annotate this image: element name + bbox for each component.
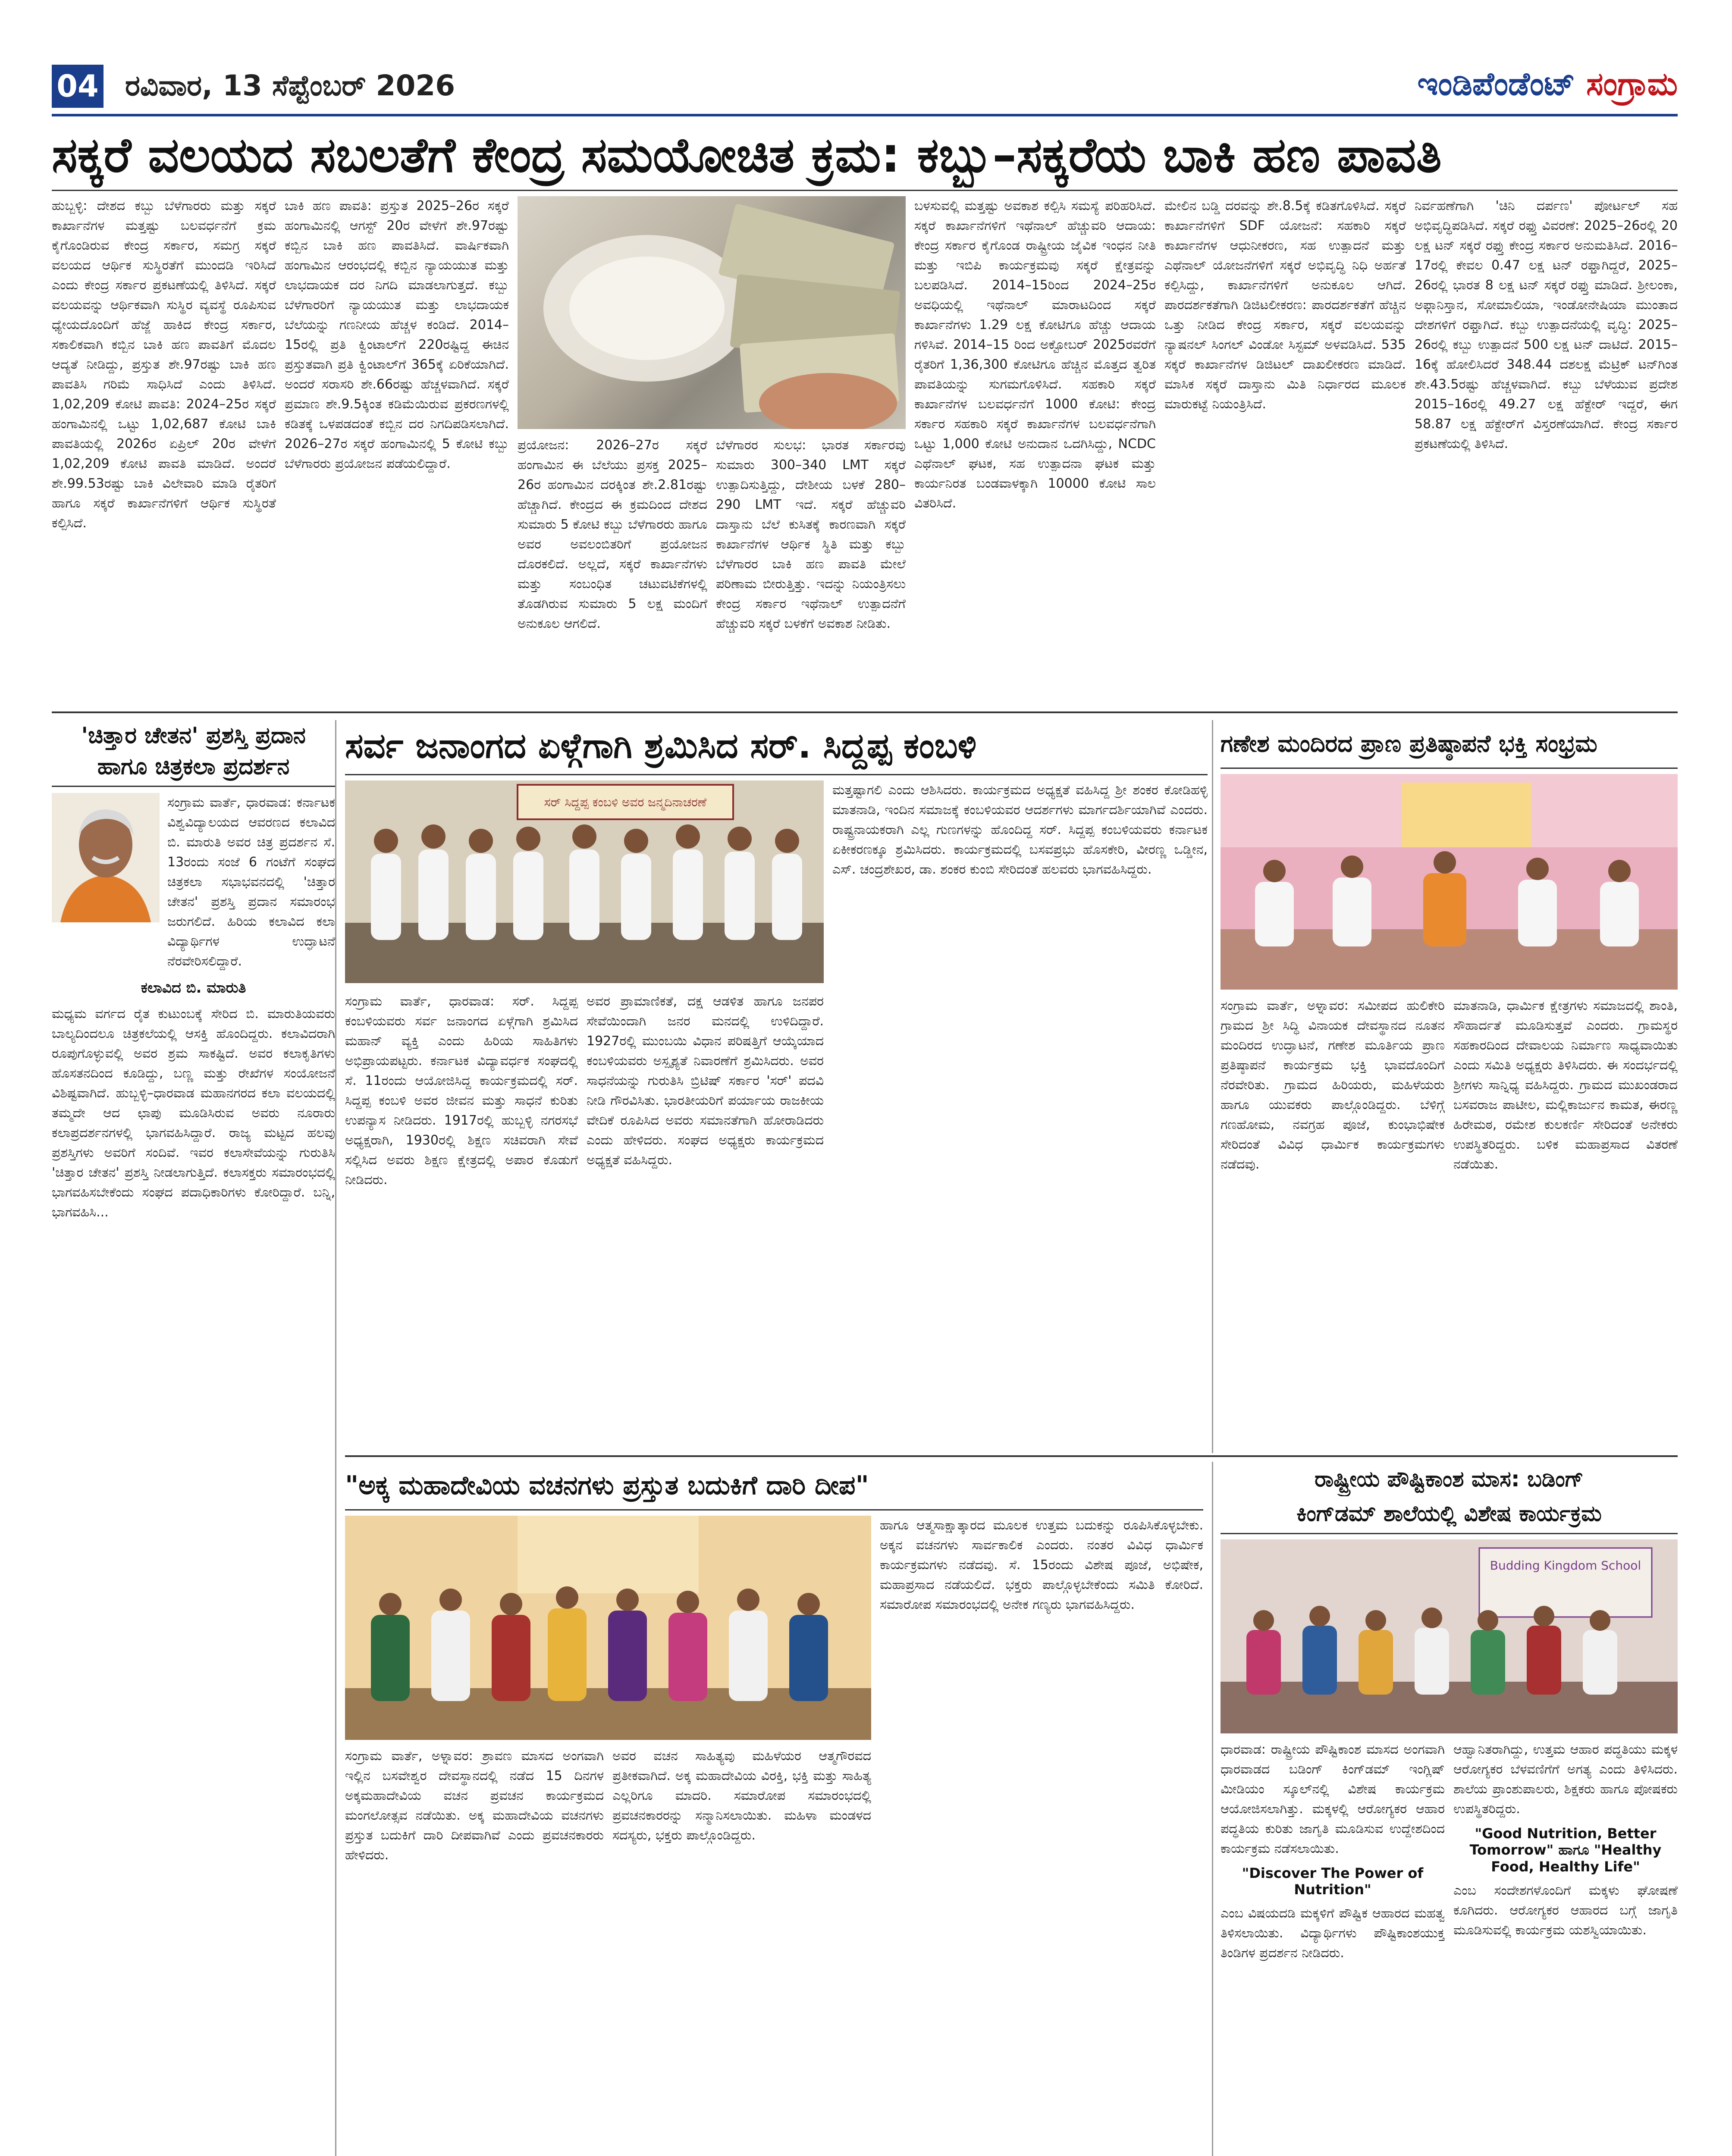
school-nutrition-photo (1221, 1539, 1678, 1733)
ganesha-temple-photo (1221, 774, 1678, 990)
story2-headline-2: ಹಾಗೂ ಚಿತ್ರಕಲಾ ಪ್ರದರ್ಶನ (97, 754, 290, 780)
story2-body: ಮಧ್ಯಮ ವರ್ಗದ ರೈತ ಕುಟುಂಬಕ್ಕೆ ಸೇರಿದ ಬಿ. ಮಾರುತಿಯವರು ಬಾಲ್ಯದಿಂದಲೂ ಚಿತ್ರಕಲೆಯಲ್ಲಿ ಆಸಕ್ತಿ ಹೊಂದಿದ್ದರು. ಕಲಾವಿದರಾಗಿ ರೂಪುಗೊಳ್ಳುವಲ್ಲಿ ಅವರ ಶ್ರಮ ಸಾಕಷ್ಟಿದೆ. ಅವರ ಕಲಾಕೃತಿಗಳು ಹೊಸತನದಿಂದ ಕೂಡಿದ್ದು, ಬಣ್ಣ ಮತ್ತು ರೇಖೆಗಳ ಸಂಯೋಜನೆ ವಿಶಿಷ್ಟವಾಗಿದೆ. ಹುಬ್ಬಳ್ಳಿ–ಧಾರವಾಡ ಮಹಾನಗರದ ಕಲಾ ವಲಯದಲ್ಲಿ ತಮ್ಮದೇ ಆದ ಛಾಪು ಮೂಡಿಸಿರುವ ಅವರು ನೂರಾರು ಕಲಾಪ್ರದರ್ಶನಗಳಲ್ಲಿ ಭಾಗವಹಿಸಿದ್ದಾರೆ. ರಾಜ್ಯ ಮಟ್ಟದ ಹಲವು ಪ್ರಶಸ್ತಿಗಳು ಅವರಿಗೆ ಸಂದಿವೆ. ಇವರ ಕಲಾಸೇವೆಯನ್ನು ಗುರುತಿಸಿ 'ಚಿತ್ತಾರ ಚೇತನ' ಪ್ರಶಸ್ತಿ ನೀಡಲಾಗುತ್ತಿದೆ. ಕಲಾಸಕ್ತರು ಸಮಾರಂಭದಲ್ಲಿ ಭಾಗವಹಿಸಬೇಕೆಂದು ಸಂಘದ ಪದಾಧಿಕಾರಿಗಳು ಕೋರಿದ್ದಾರೆ. ಬನ್ನಿ, ಭಾಗವಹಿಸಿ... (52, 1006, 335, 1220)
story6-col1b: ಎಂಬ ವಿಷಯದಡಿ ಮಕ್ಕಳಿಗೆ ಪೌಷ್ಟಿಕ ಆಹಾರದ ಮಹತ್ವ ತಿಳಿಸಲಾಯಿತು. ವಿದ್ಯಾರ್ಥಿಗಳು ಪೌಷ್ಟಿಕಾಂಶಯುಕ್ತ ತಿಂಡಿಗಳ ಪ್ರದರ್ಶನ ನೀಡಿದರು. (1221, 1906, 1445, 1961)
divider (345, 774, 1208, 775)
story1-col4: ಬೆಳೆಗಾರರ ಸುಲಭ: ಭಾರತ ಸರ್ಕಾರವು ಸುಮಾರು 300–340 LMT ಸಕ್ಕರೆ ಉತ್ಪಾದಿಸುತ್ತಿದ್ದು, ದೇಶೀಯ ಬಳಕೆ 280–290 LMT ಇದೆ. ಸಕ್ಕರೆ ಹೆಚ್ಚುವರಿ ದಾಸ್ತಾನು ಬೆಲೆ ಕುಸಿತಕ್ಕೆ ಕಾರಣವಾಗಿ ಸಕ್ಕರೆ ಕಾರ್ಖಾನೆಗಳ ಆರ್ಥಿಕ ಸ್ಥಿತಿ ಮತ್ತು ಕಬ್ಬು ಬೆಳೆಗಾರರ ಬಾಕಿ ಹಣ ಪಾವತಿ ಮೇಲೆ ಪರಿಣಾಮ ಬೀರುತ್ತಿತ್ತು. ಇದನ್ನು ನಿಯಂತ್ರಿಸಲು ಕೇಂದ್ರ ಸರ್ಕಾರ ಇಥೆನಾಲ್ ಉತ್ಪಾದನೆಗೆ ಹೆಚ್ಚುವರಿ ಸಕ್ಕರೆ ಬಳಕೆಗೆ ಅವಕಾಶ ನೀಡಿತು. (716, 438, 906, 631)
story3-col2: ಅವರ ಪ್ರಾಮಾಣಿಕತೆ, ದಕ್ಷ ಆಡಳಿತ ಹಾಗೂ ಜನಪರ ಸೇವೆಯಿಂದಾಗಿ ಜನರ ಮನದಲ್ಲಿ ಉಳಿದಿದ್ದಾರೆ. 1927ರಲ್ಲಿ ಮುಂಬಯಿ ವಿಧಾನ ಪರಿಷತ್ತಿಗೆ ಆಯ್ಕೆಯಾದ ಕಂಬಳಿಯವರು ಅಸ್ಪೃಶ್ಯತೆ ನಿವಾರಣೆಗೆ ಶ್ರಮಿಸಿದರು. ಅವರ ಸಾಧನೆಯನ್ನು ಗುರುತಿಸಿ ಬ್ರಿಟಿಷ್ ಸರ್ಕಾರ 'ಸರ್' ಪದವಿ ನೀಡಿ ಗೌರವಿಸಿತು. ಭಾರತೀಯರಿಗೆ ಪರ್ಯಾಯ ರಾಜಕೀಯ ವೇದಿಕೆ ರೂಪಿಸಿದ ಅವರು ಸಮಾನತೆಗಾಗಿ ಹೋರಾಡಿದರು ಎಂದು ಹೇಳಿದರು. ಸಂಘದ ಅಧ್ಯಕ್ಷರು ಕಾರ್ಯಕ್ರಮದ ಅಧ್ಯಕ್ಷತೆ ವಹಿಸಿದ್ದರು. (587, 994, 824, 1168)
story3-col1: ಸಂಗ್ರಾಮ ವಾರ್ತೆ, ಧಾರವಾಡ: ಸರ್. ಸಿದ್ದಪ್ಪ ಕಂಬಳಿಯವರು ಸರ್ವ ಜನಾಂಗದ ಏಳ್ಗೆಗಾಗಿ ಶ್ರಮಿಸಿದ ಮಹಾನ್ ವ್ಯಕ್ತಿ ಎಂದು ಹಿರಿಯ ಸಾಹಿತಿಗಳು ಅಭಿಪ್ರಾಯಪಟ್ಟರು. ಕರ್ನಾಟಕ ವಿದ್ಯಾವರ್ಧಕ ಸಂಘದಲ್ಲಿ ಸೆ. 11ರಂದು ಆಯೋಜಿಸಿದ್ದ ಕಾರ್ಯಕ್ರಮದಲ್ಲಿ ಸರ್. ಸಿದ್ದಪ್ಪ ಕಂಬಳಿ ಅವರ ಜೀವನ ಮತ್ತು ಸಾಧನೆ ಕುರಿತು ಉಪನ್ಯಾಸ ನೀಡಿದರು. 1917ರಲ್ಲಿ ಹುಬ್ಬಳ್ಳಿ ನಗರಸಭೆ ಅಧ್ಯಕ್ಷರಾಗಿ, 1930ರಲ್ಲಿ ಶಿಕ್ಷಣ ಸಚಿವರಾಗಿ ಸೇವೆ ಸಲ್ಲಿಸಿದ ಅವರು ಶಿಕ್ಷಣ ಕ್ಷೇತ್ರದಲ್ಲಿ ಅಪಾರ ಕೊಡುಗೆ ನೀಡಿದರು. (345, 994, 578, 1188)
story6-headline-1: ರಾಷ್ಟ್ರೀಯ ಪೌಷ್ಟಿಕಾಂಶ ಮಾಸ: ಬಡಿಂಗ್ (1315, 1467, 1584, 1492)
story6-col2b: ಎಂಬ ಸಂದೇಶಗಳೊಂದಿಗೆ ಮಕ್ಕಳು ಘೋಷಣೆ ಕೂಗಿದರು. ಆರೋಗ್ಯಕರ ಆಹಾರದ ಬಗ್ಗೆ ಜಾಗೃತಿ ಮೂಡಿಸುವಲ್ಲಿ ಕಾರ್ಯಕ್ರಮ ಯಶಸ್ವಿಯಾಯಿತು. (1453, 1883, 1678, 1938)
story1-col5: ಬಳಸುವಲ್ಲಿ ಮತ್ತಷ್ಟು ಅವಕಾಶ ಕಲ್ಪಿಸಿ ಸಮಸ್ಯೆ ಪರಿಹರಿಸಿದೆ. ಸಕ್ಕರೆ ಕಾರ್ಖಾನೆಗಳಿಗೆ ಇಥೆನಾಲ್ ಹೆಚ್ಚುವರಿ ಆದಾಯ: ಕೇಂದ್ರ ಸರ್ಕಾರ ಕೈಗೊಂಡ ರಾಷ್ಟ್ರೀಯ ಜೈವಿಕ ಇಂಧನ ನೀತಿ ಮತ್ತು ಇಬಿಪಿ ಕಾರ್ಯಕ್ರಮವು ಸಕ್ಕರೆ ಕ್ಷೇತ್ರವನ್ನು ಬಲಪಡಿಸಿದೆ. 2014–15ರಿಂದ 2024–25ರ ಅವಧಿಯಲ್ಲಿ ಇಥೆನಾಲ್ ಮಾರಾಟದಿಂದ ಸಕ್ಕರೆ ಕಾರ್ಖಾನೆಗಳು 1.29 ಲಕ್ಷ ಕೋಟಿಗೂ ಹೆಚ್ಚು ಆದಾಯ ಗಳಿಸಿವೆ. 2014–15 ರಿಂದ ಅಕ್ಟೋಬರ್ 2025ರವರೆಗೆ ರೈತರಿಗೆ 1,36,300 ಕೋಟಿಗೂ ಹೆಚ್ಚಿನ ಮೊತ್ತದ ತ್ವರಿತ ಪಾವತಿಯನ್ನು ಸುಗಮಗೊಳಿಸಿದೆ. ಸಹಕಾರಿ ಸಕ್ಕರೆ ಕಾರ್ಖಾನೆಗಳ ಬಲವರ್ಧನೆಗೆ 1000 ಕೋಟಿ: ಕೇಂದ್ರ ಸರ್ಕಾರ ಸಹಕಾರಿ ಸಕ್ಕರೆ ಕಾರ್ಖಾನೆಗಳ ಬಲವರ್ಧನೆಗಾಗಿ ಒಟ್ಟು 1,000 ಕೋಟಿ ಅನುದಾನ ಒದಗಿಸಿದ್ದು, NCDC ಎಥೆನಾಲ್ ಘಟಕ, ಸಹ ಉತ್ಪಾದನಾ ಘಟಕ ಮತ್ತು ಕಾರ್ಯನಿರತ ಬಂಡವಾಳಕ್ಕಾಗಿ 10000 ಕೋಟಿ ಸಾಲ ವಿತರಿಸಿದೆ. (914, 198, 1156, 511)
story5-headline: "ಅಕ್ಕ ಮಹಾದೇವಿಯ ವಚನಗಳು ಪ್ರಸ್ತುತ ಬದುಕಿಗೆ ದಾರಿ ದೀಪ" (345, 1470, 869, 1501)
kambali-event-photo (345, 780, 824, 983)
school-banner-text: Budding Kingdom School (1490, 1558, 1641, 1573)
event-stage-illustration (345, 780, 824, 983)
column-divider (1212, 1462, 1213, 2156)
story5-col1: ಸಂಗ್ರಾಮ ವಾರ್ತೆ, ಅಳ್ನಾವರ: ಶ್ರಾವಣ ಮಾಸದ ಅಂಗವಾಗಿ ಇಲ್ಲಿನ ಬಸವೇಶ್ವರ ದೇವಸ್ಥಾನದಲ್ಲಿ ನಡೆದ 15 ದಿನಗಳ ಅಕ್ಕಮಹಾದೇವಿಯ ವಚನ ಪ್ರವಚನ ಕಾರ್ಯಕ್ರಮದ ಮಂಗಲೋತ್ಸವ ನಡೆಯಿತು. ಅಕ್ಕ ಮಹಾದೇವಿಯ ವಚನಗಳು ಪ್ರಸ್ತುತ ಬದುಕಿಗೆ ದಾರಿ ದೀಪವಾಗಿವೆ ಎಂದು ಪ್ರವಚನಕಾರರು ಹೇಳಿದರು. (345, 1749, 604, 1863)
story1-col1: ಹುಬ್ಬಳ್ಳಿ: ದೇಶದ ಕಬ್ಬು ಬೆಳೆಗಾರರು ಮತ್ತು ಸಕ್ಕರೆ ಕಾರ್ಖಾನೆಗಳ ಮತ್ತಷ್ಟು ಬಲವರ್ಧನೆಗೆ ಕ್ರಮ ಕೈಗೊಂಡಿರುವ ಕೇಂದ್ರ ಸರ್ಕಾರ, ಸಮಗ್ರ ಸಕ್ಕರೆ ವಲಯದ ಆರ್ಥಿಕ ಸುಸ್ಥಿರತೆಗೆ ಮುಂದಡಿ ಇರಿಸಿದೆ ಎಂದು ಕೇಂದ್ರ ಸರ್ಕಾರ ಪ್ರಕಟಣೆಯಲ್ಲಿ ತಿಳಿಸಿದೆ. ಸಕ್ಕರೆ ವಲಯವನ್ನು ಆರ್ಥಿಕವಾಗಿ ಸುಸ್ಥಿರ ವ್ಯವಸ್ಥೆ ರೂಪಿಸುವ ಧ್ಯೇಯದೊಂದಿಗೆ ಹೆಜ್ಜೆ ಹಾಕಿದ ಕೇಂದ್ರ ಸರ್ಕಾರ, ಸಕಾಲಿಕವಾಗಿ ಕಬ್ಬಿನ ಬಾಕಿ ಹಣ ಪಾವತಿಗೆ ಮೊದಲ ಆದ್ಯತೆ ನೀಡಿದ್ದು, ಪ್ರಸ್ತುತ ಶೇ.97ರಷ್ಟು ಬಾಕಿ ಹಣ ಪಾವತಿಸಿ ಗರಿಮೆ ಸಾಧಿಸಿದೆ ಎಂದು ತಿಳಿಸಿದೆ. 1,02,209 ಕೋಟಿ ಪಾವತಿ: 2024–25ರ ಸಕ್ಕರೆ ಹಂಗಾಮಿನಲ್ಲಿ ಒಟ್ಟು 1,02,687 ಕೋಟಿ ಬಾಕಿ ಪಾವತಿಯಲ್ಲಿ 2026ರ ಏಪ್ರಿಲ್ 20ರ ವೇಳೆಗೆ 1,02,209 ಕೋಟಿ ಪಾವತಿ ಮಾಡಿದೆ. ಅಂದರೆ ಶೇ.99.53ರಷ್ಟು ಬಾಕಿ ವಿಲೇವಾರಿ ಮಾಡಿ ರೈತರಿಗೆ ಹಾಗೂ ಸಕ್ಕರೆ ಕಾರ್ಖಾನೆಗಳಿಗೆ ಆರ್ಥಿಕ ಸುಸ್ಥಿರತೆ ಕಲ್ಪಿಸಿದೆ. (52, 198, 276, 531)
story4-col1: ಸಂಗ್ರಾಮ ವಾರ್ತೆ, ಅಳ್ನಾವರ: ಸಮೀಪದ ಹುಲಿಕೇರಿ ಗ್ರಾಮದ ಶ್ರೀ ಸಿದ್ಧಿ ವಿನಾಯಕ ದೇವಸ್ಥಾನದ ನೂತನ ಮಂದಿರದ ಉದ್ಘಾಟನೆ, ಗಣೇಶ ಮೂರ್ತಿಯ ಪ್ರಾಣ ಪ್ರತಿಷ್ಠಾಪನೆ ಕಾರ್ಯಕ್ರಮ ಭಕ್ತಿ ಭಾವದೊಂದಿಗೆ ನೆರವೇರಿತು. ಗ್ರಾಮದ ಹಿರಿಯರು, ಮಹಿಳೆಯರು ಹಾಗೂ ಯುವಕರು ಪಾಲ್ಗೊಂಡಿದ್ದರು. ಬೆಳಿಗ್ಗೆ ಗಣಹೋಮ, ನವಗ್ರಹ ಪೂಜೆ, ಕುಂಭಾಭಿಷೇಕ ಸೇರಿದಂತೆ ವಿವಿಧ ಧಾರ್ಮಿಕ ಕಾರ್ಯಕ್ರಮಗಳು ನಡೆದವು. (1221, 998, 1445, 1172)
page-header (52, 56, 1678, 116)
dateline: ರವಿವಾರ, 13 ಸೆಪ್ಟೆಂಬರ್ 2026 (125, 69, 455, 102)
story1-col7: ನಿರ್ವಹಣೆಗಾಗಿ 'ಚಿನಿ ದರ್ಪಣ' ಪೋರ್ಟಲ್ ಸಹ ಅಭಿವೃದ್ಧಿಪಡಿಸಿದೆ. ಸಕ್ಕರೆ ರಫ್ತು ವಿವರಣೆ: 2025–26ರಲ್ಲಿ 20 ಲಕ್ಷ ಟನ್ ಸಕ್ಕರೆ ರಫ್ತು ಕೇಂದ್ರ ಸರ್ಕಾರ ಅನುಮತಿಸಿದೆ. 2016–17ರಲ್ಲಿ ಕೇವಲ 0.47 ಲಕ್ಷ ಟನ್ ರಫ್ತಾಗಿದ್ದರೆ, 2025–26ರಲ್ಲಿ ಭಾರತ 8 ಲಕ್ಷ ಟನ್ ಸಕ್ಕರೆ ರಫ್ತು ಮಾಡಿದೆ. ಶ್ರೀಲಂಕಾ, ಅಫ್ಗಾನಿಸ್ತಾನ, ಸೋಮಾಲಿಯಾ, ಇಂಡೋನೇಷಿಯಾ ಮುಂತಾದ ದೇಶಗಳಿಗೆ ರಫ್ತಾಗಿದೆ. ಕಬ್ಬು ಉತ್ಪಾದನೆಯಲ್ಲಿ ವೃದ್ಧಿ: 2025–26ರಲ್ಲಿ ಕಬ್ಬು ಉತ್ಪಾದನೆ 500 ಲಕ್ಷ ಟನ್ ದಾಟಿದೆ. 2015–16ಕ್ಕೆ ಹೋಲಿಸಿದರೆ 348.44 ದಶಲಕ್ಷ ಮೆಟ್ರಿಕ್ ಟನ್‌ಗಿಂತ ಶೇ.43.5ರಷ್ಟು ಹೆಚ್ಚಳವಾಗಿದೆ. ಕಬ್ಬು ಬೆಳೆಯುವ ಪ್ರದೇಶ 2015–16ರಲ್ಲಿ 49.27 ಲಕ್ಷ ಹೆಕ್ಟೇರ್ ಇದ್ದರೆ, ಈಗ 58.87 ಲಕ್ಷ ಹೆಕ್ಟೇರ್‌ಗೆ ವಿಸ್ತರಣೆಯಾಗಿದೆ. ಕೇಂದ್ರ ಸರ್ಕಾರ ಪ್ರಕಟಣೆಯಲ್ಲಿ ತಿಳಿಸಿದೆ. (1415, 198, 1678, 451)
story3-headline: ಸರ್ವ ಜನಾಂಗದ ಏಳ್ಗೆಗಾಗಿ ಶ್ರಮಿಸಿದ ಸರ್. ಸಿದ್ದಪ್ಪ ಕಂಬಳಿ (345, 726, 977, 766)
divider (52, 711, 1678, 713)
divider (345, 1455, 1678, 1457)
story2-lead: ಸಂಗ್ರಾಮ ವಾರ್ತೆ, ಧಾರವಾಡ: ಕರ್ನಾಟಕ ವಿಶ್ವವಿದ್ಯಾಲಯದ ಆವರಣದ ಕಲಾವಿದ ಬಿ. ಮಾರುತಿ ಅವರ ಚಿತ್ರ ಪ್ರದರ್ಶನ ಸೆ. 13ರಂದು ಸಂಜೆ 6 ಗಂಟೆಗೆ ಸಂಘದ ಚಿತ್ರಕಲಾ ಸಭಾಭವನದಲ್ಲಿ 'ಚಿತ್ತಾರ ಚೇತನ' ಪ್ರಶಸ್ತಿ ಪ್ರದಾನ ಸಮಾರಂಭ ಜರುಗಲಿದೆ. ಹಿರಿಯ ಕಲಾವಿದ ಕಲಾ ವಿದ್ಯಾರ್ಥಿಗಳ ಉದ್ಘಾಟನೆ ನೆರವೇರಿಸಲಿದ್ದಾರೆ. (167, 795, 335, 969)
story2-headline-1: 'ಚಿತ್ತಾರ ಚೇತನ' ಪ್ರಶಸ್ತಿ ಪ್ರದಾನ (81, 723, 306, 749)
story2-subhead: ಕಲಾವಿದ ಬಿ. ಮಾರುತಿ (141, 979, 246, 997)
story5-col2: ಅವರ ವಚನ ಸಾಹಿತ್ಯವು ಮಹಿಳೆಯರ ಆತ್ಮಗೌರವದ ಪ್ರತೀಕವಾಗಿದೆ. ಅಕ್ಕ ಮಹಾದೇವಿಯ ವಿರಕ್ತಿ, ಭಕ್ತಿ ಮತ್ತು ಸಾಹಿತ್ಯ ಎಲ್ಲರಿಗೂ ಮಾದರಿ. ಸಮಾರೋಪ ಸಮಾರಂಭದಲ್ಲಿ ಪ್ರವಚನಕಾರರನ್ನು ಸನ್ಮಾನಿಸಲಾಯಿತು. ಮಹಿಳಾ ಮಂಡಳದ ಸದಸ್ಯರು, ಭಕ್ತರು ಪಾಲ್ಗೊಂಡಿದ್ದರು. (612, 1749, 871, 1843)
masthead-right: ಸಂಗ್ರಾಮ (1586, 66, 1678, 103)
story4-col2: ಮಾತನಾಡಿ, ಧಾರ್ಮಿಕ ಕ್ಷೇತ್ರಗಳು ಸಮಾಜದಲ್ಲಿ ಶಾಂತಿ, ಸೌಹಾರ್ದತೆ ಮೂಡಿಸುತ್ತವೆ ಎಂದರು. ಗ್ರಾಮಸ್ಥರ ಸಹಕಾರದಿಂದ ದೇವಾಲಯ ನಿರ್ಮಾಣ ಸಾಧ್ಯವಾಯಿತು ಎಂದು ಸಮಿತಿ ಅಧ್ಯಕ್ಷರು ತಿಳಿಸಿದರು. ಈ ಸಂದರ್ಭದಲ್ಲಿ ಶ್ರೀಗಳು ಸಾನ್ನಿಧ್ಯ ವಹಿಸಿದ್ದರು. ಗ್ರಾಮದ ಮುಖಂಡರಾದ ಬಸವರಾಜ ಪಾಟೀಲ, ಮಲ್ಲಿಕಾರ್ಜುನ ಕಾಮತ, ಈರಣ್ಣ ಹಿರೇಮಠ, ರಮೇಶ ಕುಲಕರ್ಣಿ ಸೇರಿದಂತೆ ಅನೇಕರು ಉಪಸ್ಥಿತರಿದ್ದರು. ಬಳಿಕ ಮಹಾಪ್ರಸಾದ ವಿತರಣೆ ನಡೆಯಿತು. (1453, 998, 1678, 1172)
page-number: 04 (52, 65, 104, 108)
divider (1221, 768, 1678, 769)
felicitation-illustration (345, 1516, 871, 1740)
story1-col2: ಬಾಕಿ ಹಣ ಪಾವತಿ: ಪ್ರಸ್ತುತ 2025–26ರ ಸಕ್ಕರೆ ಹಂಗಾಮಿನಲ್ಲಿ ಆಗಸ್ಟ್ 20ರ ವೇಳೆಗೆ ಶೇ.97ರಷ್ಟು ಕಬ್ಬಿನ ಬಾಕಿ ಹಣ ಪಾವತಿಸಿದೆ. ವಾರ್ಷಿಕವಾಗಿ ಹಂಗಾಮಿನ ಆರಂಭದಲ್ಲಿ ಕಬ್ಬಿನ ನ್ಯಾಯಯುತ ಮತ್ತು ಲಾಭದಾಯಕ ದರ ನಿಗದಿ ಮಾಡಲಾಗುತ್ತದೆ. ಕಬ್ಬು ಬೆಳೆಗಾರರಿಗೆ ನ್ಯಾಯಯುತ ಮತ್ತು ಲಾಭದಾಯಕ ಬೆಲೆಯನ್ನು ಗಣನೀಯ ಹೆಚ್ಚಳ ಕಂಡಿದೆ. 2014–15ರಲ್ಲಿ ಪ್ರತಿ ಕ್ವಿಂಟಾಲ್‌ಗೆ 220ರಷ್ಟಿದ್ದ ಈಚಿನ ಪ್ರಸ್ತುತವಾಗಿ ಪ್ರತಿ ಕ್ವಿಂಟಾಲ್‌ಗೆ 365ಕ್ಕೆ ಏರಿಕೆಯಾಗಿದೆ. ಅಂದರೆ ಸರಾಸರಿ ಶೇ.66ರಷ್ಟು ಹೆಚ್ಚಳವಾಗಿದೆ. ಸಕ್ಕರೆ ಪ್ರಮಾಣ ಶೇ.9.5ಕ್ಕಿಂತ ಕಡಿಮೆಯಿರುವ ಪ್ರಕರಣಗಳಲ್ಲಿ ಕಡಿತಕ್ಕೆ ಒಳಪಡದಂತೆ ಕಬ್ಬಿನ ದರ ನಿಗದಿಪಡಿಸಲಾಗಿದೆ. 2026–27ರ ಸಕ್ಕರೆ ಹಂಗಾಮಿನಲ್ಲಿ 5 ಕೋಟಿ ಕಬ್ಬು ಬೆಳೆಗಾರರು ಪ್ರಯೋಜನ ಪಡೆಯಲಿದ್ದಾರೆ. (285, 198, 509, 471)
akka-mahadevi-event-photo (345, 1516, 871, 1740)
story1-col6: ಮೇಲಿನ ಬಡ್ಡಿ ದರವನ್ನು ಶೇ.8.5ಕ್ಕೆ ಕಡಿತಗೊಳಿಸಿದೆ. ಸಕ್ಕರೆ ಕಾರ್ಖಾನೆಗಳಿಗೆ SDF ಯೋಜನೆ: ಸಹಕಾರಿ ಸಕ್ಕರೆ ಕಾರ್ಖಾನೆಗಳ ಆಧುನೀಕರಣ, ಸಹ ಉತ್ಪಾದನೆ ಮತ್ತು ಎಥೆನಾಲ್ ಯೋಜನೆಗಳಿಗೆ ಸಕ್ಕರೆ ಅಭಿವೃದ್ಧಿ ನಿಧಿ ಅರ್ಹತೆ ಕಲ್ಪಿಸಿದ್ದು, ಕಾರ್ಖಾನೆಗಳಿಗೆ ಅನುಕೂಲ ಆಗಿದೆ. ಪಾರದರ್ಶಕತೆಗಾಗಿ ಡಿಜಿಟಲೀಕರಣ: ಪಾರದರ್ಶಕತೆಗೆ ಹೆಚ್ಚಿನ ಒತ್ತು ನೀಡಿದ ಕೇಂದ್ರ ಸರ್ಕಾರ, ಸಕ್ಕರೆ ವಲಯವನ್ನು ನ್ಯಾಷನಲ್ ಸಿಂಗಲ್ ವಿಂಡೋ ಸಿಸ್ಟಮ್ ಅಳವಡಿಸಿದೆ. 535 ಸಕ್ಕರೆ ಕಾರ್ಖಾನೆಗಳ ಡಿಜಿಟಲ್ ದಾಖಲೀಕರಣ ಮಾಡಿದೆ. ಮಾಸಿಕ ಸಕ್ಕರೆ ದಾಸ್ತಾನು ಮಿತಿ ನಿರ್ಧಾರದ ಮೂಲಕ ಮಾರುಕಟ್ಟೆ ನಿಯಂತ್ರಿಸಿದೆ. (1164, 198, 1406, 412)
divider (1221, 1533, 1678, 1534)
story6-quote1: "Discover The Power of Nutrition" (1242, 1865, 1424, 1898)
divider (52, 190, 1678, 191)
story4-headline: ಗಣೇಶ ಮಂದಿರದ ಪ್ರಾಣ ಪ್ರತಿಷ್ಠಾಪನೆ ಭಕ್ತಿ ಸಂಭ್ರಮ (1221, 730, 1597, 757)
column-divider (1212, 720, 1213, 1453)
story6-col1-block (1221, 1740, 1445, 2156)
divider (345, 1509, 1203, 1510)
masthead (1417, 66, 1678, 103)
story6-col2-block (1453, 1740, 1678, 2156)
story6-quote2: "Good Nutrition, Better Tomorrow" ಹಾಗೂ "Healthy Food, Healthy Life" (1469, 1825, 1662, 1875)
artist-portrait (52, 793, 160, 922)
sugar-money-photo (518, 196, 906, 429)
story6-headline-2: ಕಿಂಗ್‌ಡಮ್ ಶಾಲೆಯಲ್ಲಿ ವಿಶೇಷ ಕಾರ್ಯಕ್ರಮ (1296, 1501, 1602, 1526)
temple-ceremony-illustration (1221, 774, 1678, 990)
sugar-money-illustration (518, 196, 906, 429)
stage-banner-text: ಸರ್ ಸಿದ್ದಪ್ಪ ಕಂಬಳಿ ಅವರ ಜನ್ಮದಿನಾಚರಣೆ (544, 795, 707, 809)
story5-col3: ಹಾಗೂ ಆತ್ಮಸಾಕ್ಷಾತ್ಕಾರದ ಮೂಲಕ ಉತ್ತಮ ಬದುಕನ್ನು ರೂಪಿಸಿಕೊಳ್ಳಬೇಕು. ಅಕ್ಕನ ವಚನಗಳು ಸಾರ್ವಕಾಲಿಕ ಎಂದರು. ನಂತರ ವಿವಿಧ ಧಾರ್ಮಿಕ ಕಾರ್ಯಕ್ರಮಗಳು ನಡೆದವು. ಸೆ. 15ರಂದು ವಿಶೇಷ ಪೂಜೆ, ಅಭಿಷೇಕ, ಮಹಾಪ್ರಸಾದ ನಡೆಯಲಿದೆ. ಭಕ್ತರು ಪಾಲ್ಗೊಳ್ಳಬೇಕೆಂದು ಸಮಿತಿ ಕೋರಿದೆ. ಸಮಾರೋಪ ಸಮಾರಂಭದಲ್ಲಿ ಅನೇಕ ಗಣ್ಯರು ಭಾಗವಹಿಸಿದ್ದರು. (880, 1518, 1203, 1612)
story6-col1: ಧಾರವಾಡ: ರಾಷ್ಟ್ರೀಯ ಪೌಷ್ಟಿಕಾಂಶ ಮಾಸದ ಅಂಗವಾಗಿ ಧಾರವಾಡದ ಬಡಿಂಗ್ ಕಿಂಗ್‌ಡಮ್ ಇಂಗ್ಲಿಷ್ ಮೀಡಿಯಂ ಸ್ಕೂಲ್‌ನಲ್ಲಿ ವಿಶೇಷ ಕಾರ್ಯಕ್ರಮ ಆಯೋಜಿಸಲಾಗಿತ್ತು. ಮಕ್ಕಳಲ್ಲಿ ಆರೋಗ್ಯಕರ ಆಹಾರ ಪದ್ಧತಿಯ ಕುರಿತು ಜಾಗೃತಿ ಮೂಡಿಸುವ ಉದ್ದೇಶದಿಂದ ಕಾರ್ಯಕ್ರಮ ನಡೆಸಲಾಯಿತು. (1221, 1742, 1445, 1856)
story1-col3: ಪ್ರಯೋಜನ: 2026–27ರ ಸಕ್ಕರೆ ಹಂಗಾಮಿನ ಈ ಬೆಲೆಯು ಪ್ರಸಕ್ತ 2025–26ರ ಹಂಗಾಮಿನ ದರಕ್ಕಿಂತ ಶೇ.2.81ರಷ್ಟು ಹೆಚ್ಚಾಗಿದೆ. ಕೇಂದ್ರದ ಈ ಕ್ರಮದಿಂದ ದೇಶದ ಸುಮಾರು 5 ಕೋಟಿ ಕಬ್ಬು ಬೆಳೆಗಾರರು ಹಾಗೂ ಅವರ ಅವಲಂಬಿತರಿಗೆ ಪ್ರಯೋಜನ ದೊರಕಲಿದೆ. ಅಲ್ಲದೆ, ಸಕ್ಕರೆ ಕಾರ್ಖಾನೆಗಳು ಮತ್ತು ಸಂಬಂಧಿತ ಚಟುವಟಿಕೆಗಳಲ್ಲಿ ತೊಡಗಿರುವ ಸುಮಾರು 5 ಲಕ್ಷ ಮಂದಿಗೆ ಅನುಕೂಲ ಆಗಲಿದೆ. (518, 438, 707, 631)
story6-col2: ಆಹ್ವಾನಿತರಾಗಿದ್ದು, ಉತ್ತಮ ಆಹಾರ ಪದ್ಧತಿಯು ಮಕ್ಕಳ ಆರೋಗ್ಯಕರ ಬೆಳವಣಿಗೆಗೆ ಅಗತ್ಯ ಎಂದು ತಿಳಿಸಿದರು. ಶಾಲೆಯ ಪ್ರಾಂಶುಪಾಲರು, ಶಿಕ್ಷಕರು ಹಾಗೂ ಪೋಷಕರು ಉಪಸ್ಥಿತರಿದ್ದರು. (1453, 1742, 1678, 1817)
story2-box (52, 720, 336, 2156)
masthead-left: ಇಂಡಿಪೆಂಡೆಂಟ್ (1417, 66, 1575, 103)
portrait-illustration (52, 793, 160, 922)
school-stage-illustration (1221, 1539, 1678, 1733)
story3-col3: ಮತ್ತಷ್ಟಾಗಲಿ ಎಂದು ಆಶಿಸಿದರು. ಕಾರ್ಯಕ್ರಮದ ಅಧ್ಯಕ್ಷತೆ ವಹಿಸಿದ್ದ ಶ್ರೀ ಶಂಕರ ಕೋಡಿಹಳ್ಳಿ ಮಾತನಾಡಿ, ಇಂದಿನ ಸಮಾಜಕ್ಕೆ ಕಂಬಳಿಯವರ ಆದರ್ಶಗಳು ಮಾರ್ಗದರ್ಶಿಯಾಗಿವೆ ಎಂದರು. ರಾಷ್ಟ್ರನಾಯಕರಾಗಿ ಎಲ್ಲ ಗುಣಗಳನ್ನು ಹೊಂದಿದ್ದ ಸರ್. ಸಿದ್ದಪ್ಪ ಕಂಬಳಿಯವರು ಕರ್ನಾಟಕ ಏಕೀಕರಣಕ್ಕೂ ಶ್ರಮಿಸಿದರು. ಕಾರ್ಯಕ್ರಮದಲ್ಲಿ ಬಸವಪ್ರಭು ಹೊಸಕೇರಿ, ವೀರಣ್ಣ ಒಡ್ಡೀನ, ಎಸ್. ಚಂದ್ರಶೇಖರ, ಡಾ. ಶಂಕರ ಕುಂಬಿ ಸೇರಿದಂತೆ ಹಲವರು ಭಾಗವಹಿಸಿದ್ದರು. (832, 783, 1208, 877)
story1-headline: ಸಕ್ಕರೆ ವಲಯದ ಸಬಲತೆಗೆ ಕೇಂದ್ರ ಸಮಯೋಚಿತ ಕ್ರಮ: ಕಬ್ಬು–ಸಕ್ಕರೆಯ ಬಾಕಿ ಹಣ ಪಾವತಿ (52, 127, 1442, 183)
